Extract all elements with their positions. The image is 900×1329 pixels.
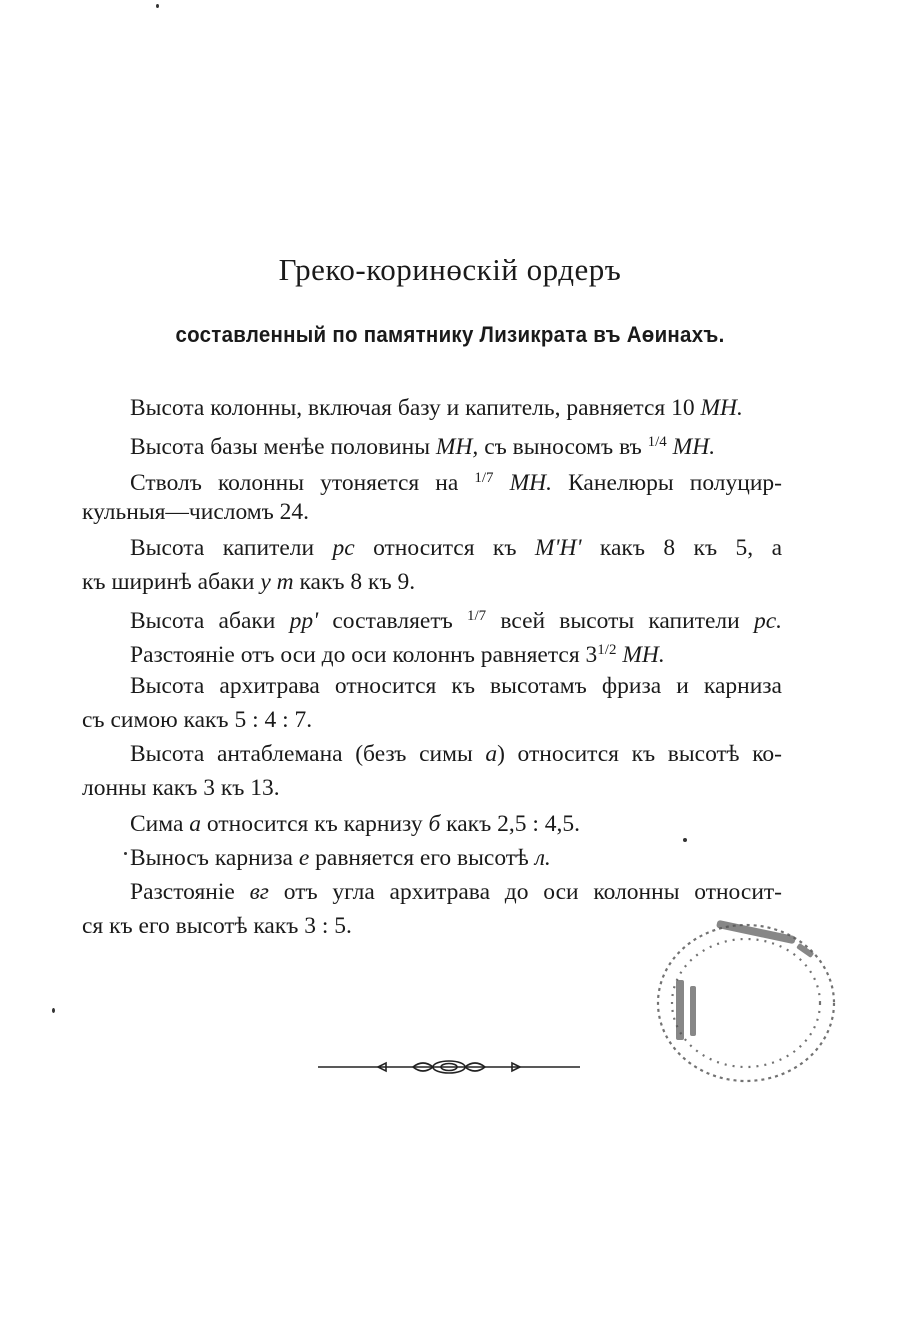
decorative-rule-icon [318, 1056, 580, 1078]
text-line: Стволъ колонны утоняется на $^{1/7}$ МН. Канелюры полуцир- [130, 470, 782, 496]
text-line: Разстояніе вг отъ угла архитрава до оси колонны относит- [130, 879, 782, 905]
text-line: Высота абаки рр' составляетъ $^{1/7}$ всей высоты капители рс. [130, 608, 782, 634]
page-title: Греко-коринөскій ордеръ [278, 252, 622, 287]
text-line: Высота капители рс относится къ М'Н' какъ 8 къ 5, а [130, 535, 782, 561]
scan-speck [124, 852, 127, 855]
text-line: Высота базы менѣе половины МН, съ выносомъ въ $^{1/4}$ МН. [130, 434, 716, 460]
text-line: ся къ его высотѣ какъ 3 : 5. [82, 913, 352, 939]
text-line: лонны какъ 3 къ 13. [82, 775, 280, 801]
text-line: Высота архитрава относится къ высотамъ фриза и карниза [130, 673, 782, 699]
text-line: Разстояніе отъ оси до оси колоннъ равняется $3^{1/2}$ МН. [130, 642, 665, 668]
scan-speck [156, 4, 159, 8]
scan-speck [52, 1008, 55, 1013]
text-line: съ симою какъ 5 : 4 : 7. [82, 707, 313, 733]
text-line: кульныя—числомъ 24. [82, 499, 310, 525]
text-line: Сима а относится къ карнизу б какъ 2,5 : 4,5. [130, 811, 581, 837]
text-line: Высота колонны, включая базу и капитель, равняется 10 МН. [130, 395, 743, 421]
page-subtitle: составленный по памятнику Лизикрата въ Аөинахъ. [175, 322, 725, 347]
library-stamp-icon [646, 908, 842, 1088]
text-line: Высота антаблемана (безъ симы а) относится къ высотѣ ко- [130, 741, 782, 767]
text-line: Выносъ карниза е равняется его высотѣ л. [130, 845, 551, 871]
text-line: къ ширинѣ абаки у т какъ 8 къ 9. [82, 569, 416, 595]
scan-speck [683, 838, 687, 842]
